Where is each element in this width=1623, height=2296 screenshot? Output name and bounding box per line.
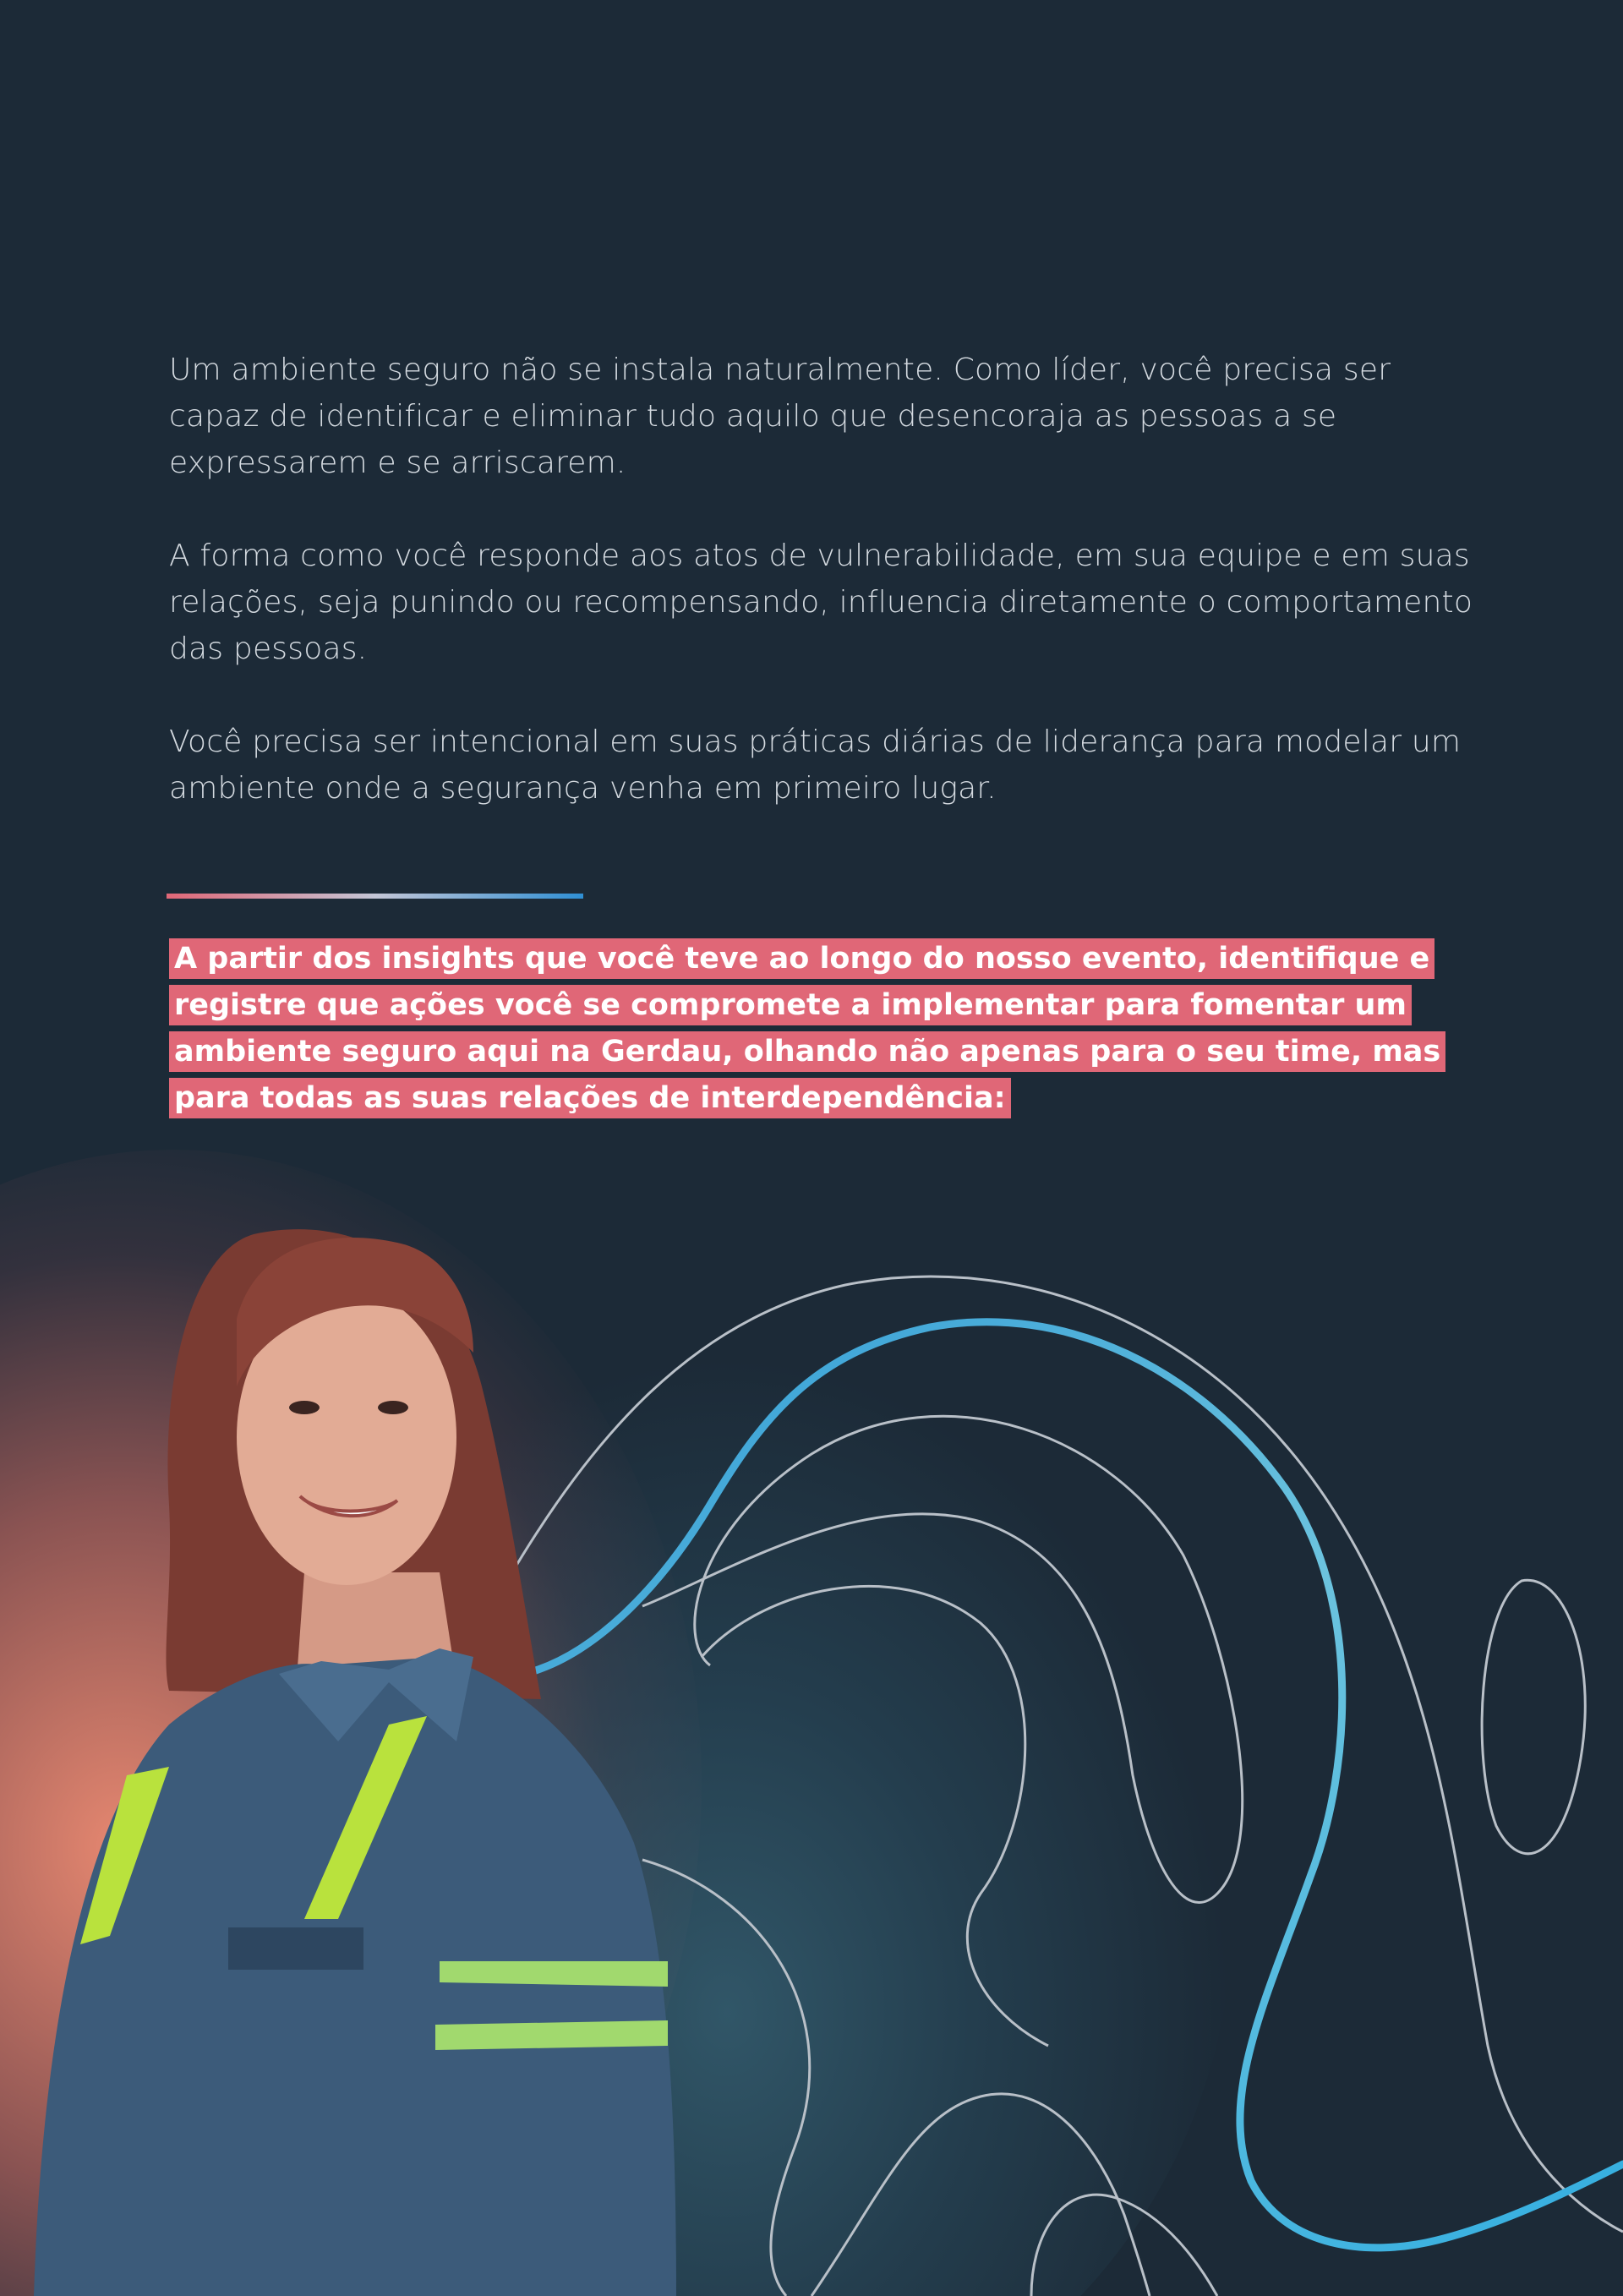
body-text: [169, 347, 1488, 858]
gradient-divider: [167, 894, 583, 899]
paragraph-1: Um ambiente seguro não se instala naturalmente. Como líder, você precisa ser capaz de identificar e eliminar tudo aquilo que desencoraja as pessoas a se expressarem e se arriscarem.: [169, 353, 1391, 480]
callout-highlight: [169, 936, 1488, 1122]
reflective-band-arm-top: [440, 1961, 668, 1987]
paragraph-3: Você precisa ser intencional em suas práticas diárias de liderança para modelar um ambiente onde a segurança venha em primeiro lugar.: [169, 724, 1462, 806]
callout-text: A partir dos insights que você teve ao longo do nosso evento, identifique e registre que ações você se compromete a implementar para fomentar um ambiente seguro aqui na Gerdau, olhando não apenas para o seu time, mas para todas as suas relações de interdependência:: [169, 938, 1445, 1118]
pocket-flap: [228, 1927, 363, 1970]
paragraph-2: A forma como você responde aos atos de vulnerabilidade, em sua equipe e em suas relações, seja punindo ou recompensando, influencia diretamente o comportamento das pessoas.: [169, 538, 1473, 666]
reflective-band-arm-bottom: [435, 2020, 668, 2050]
eye-left: [289, 1401, 320, 1414]
eye-right: [378, 1401, 408, 1414]
